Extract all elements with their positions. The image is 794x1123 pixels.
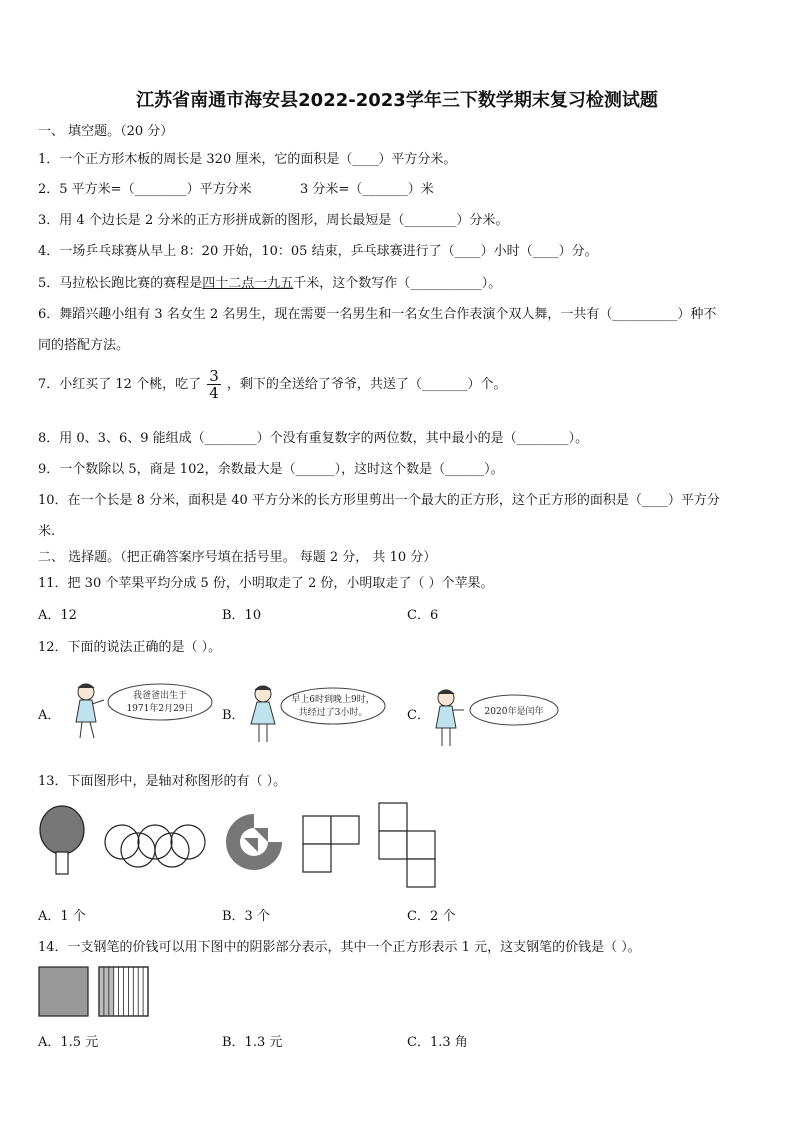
- question-12: 12．下面的说法正确的是（ ）。: [38, 640, 222, 655]
- question-5-suffix: 千米，这个数写作（___________）。: [293, 276, 502, 291]
- bubble-a-line1: 我爸爸出生于: [132, 691, 188, 701]
- fraction-numerator: 3: [209, 367, 219, 385]
- question-9: 9．一个数除以 5，商是 102，余数最大是（______），这时这个数是（______）。: [38, 462, 504, 477]
- q12-option-c: C．: [407, 708, 430, 723]
- partially-shaded-square: [98, 966, 150, 1018]
- q13-option-c: C．2 个: [407, 909, 456, 924]
- question-10-line1: 10．在一个长是 8 分米，面积是 40 平方分米的长方形里剪出一个最大的正方形，这个正方形的面积是（____）平方分: [38, 493, 720, 508]
- q11-option-c: C．6: [407, 608, 439, 623]
- q14-option-c: C．1.3 角: [407, 1035, 468, 1050]
- q12-b-illustration: [245, 682, 395, 748]
- s-shape-figure: [378, 802, 438, 890]
- question-2b: 3 分米=（_______）米: [300, 182, 434, 197]
- q13-option-b: B．3 个: [222, 909, 270, 924]
- bubble-a-line2: 1971年2月29日: [126, 704, 194, 714]
- q12-c-illustration: [430, 684, 560, 750]
- question-11: 11．把 30 个苹果平均分成 5 份，小明取走了 2 份，小明取走了（ ）个苹果。: [38, 576, 494, 591]
- question-1: 1．一个正方形木板的周长是 320 厘米，它的面积是（____）平方分米。: [38, 152, 457, 167]
- q14-option-b: B．1.3 元: [222, 1035, 283, 1050]
- q13-option-a: A．1 个: [38, 909, 86, 924]
- fraction-denominator: 4: [209, 384, 219, 402]
- question-13: 13．下面图形中，是轴对称图形的有（ ）。: [38, 774, 287, 789]
- girl-figure-a: [76, 684, 104, 738]
- bubble-b-line2: 共经过了3小时。: [298, 708, 368, 718]
- full-shaded-square: [38, 966, 90, 1018]
- question-7-suffix: ，剩下的全送给了爷爷，共送了（_______）个。: [226, 377, 507, 392]
- question-6-line2: 同的搭配方法。: [38, 338, 130, 353]
- speech-bubble-b: [281, 688, 385, 724]
- question-5: [38, 272, 501, 291]
- question-2a: 2．5 平方米=（________）平方分米: [38, 182, 252, 197]
- bank-logo-icon: [222, 810, 286, 874]
- olympic-rings-icon: [104, 822, 208, 868]
- question-6-line1: 6．舞蹈兴趣小组有 3 名女生 2 名男生，现在需要一名男生和一名女生合作表演个双人舞，一共有（__________）种不: [38, 307, 717, 322]
- question-8: 8．用 0、3、6、9 能组成（________）个没有重复数字的两位数，其中最小的是（________）。: [38, 431, 589, 446]
- q12-a-illustration: [68, 678, 218, 744]
- question-7-prefix: 7．小红买了 12 个桃，吃了: [38, 377, 202, 392]
- bubble-c-line1: 2020年是闰年: [484, 707, 544, 717]
- bubble-b-line1: 早上6时到晚上9时，: [291, 695, 375, 705]
- girl-figure-b: [251, 686, 275, 742]
- question-10-line2: 米.: [38, 524, 56, 539]
- q12-option-b: B．: [222, 708, 245, 723]
- section-1-heading: 一、 填空题。（20 分）: [38, 124, 174, 139]
- q14-option-a: A．1.5 元: [38, 1035, 99, 1050]
- girl-figure-c: [436, 690, 464, 746]
- fraction: [207, 368, 221, 401]
- question-5-prefix: 5．马拉松长跑比赛的赛程是: [38, 276, 203, 291]
- section-2-heading: 二、 选择题。（把正确答案序号填在括号里。 每题 2 分， 共 10 分）: [38, 550, 437, 565]
- page-title: 江苏省南通市海安县2022-2023学年三下数学期末复习检测试题: [136, 90, 658, 111]
- question-5-underlined: 四十二点一九五: [202, 276, 294, 291]
- q11-option-b: B．10: [222, 608, 262, 623]
- speech-bubble-a: [108, 684, 212, 720]
- q11-option-a: A．12: [38, 608, 77, 623]
- question-7: [38, 368, 506, 401]
- ping-pong-paddle-icon: [38, 804, 90, 876]
- question-14: 14．一支钢笔的价钱可以用下图中的阴影部分表示，其中一个正方形表示 1 元，这支钢笔的价钱是（ ）。: [38, 940, 641, 955]
- question-4: 4．一场乒乓球赛从早上 8：20 开始，10：05 结束，乒乓球赛进行了（____）小时（____）分。: [38, 244, 598, 259]
- q12-option-a: A．: [38, 708, 61, 723]
- question-3: 3．用 4 个边长是 2 分米的正方形拼成新的图形，周长最短是（________）分米。: [38, 213, 509, 228]
- l-shape-figure: [302, 815, 362, 875]
